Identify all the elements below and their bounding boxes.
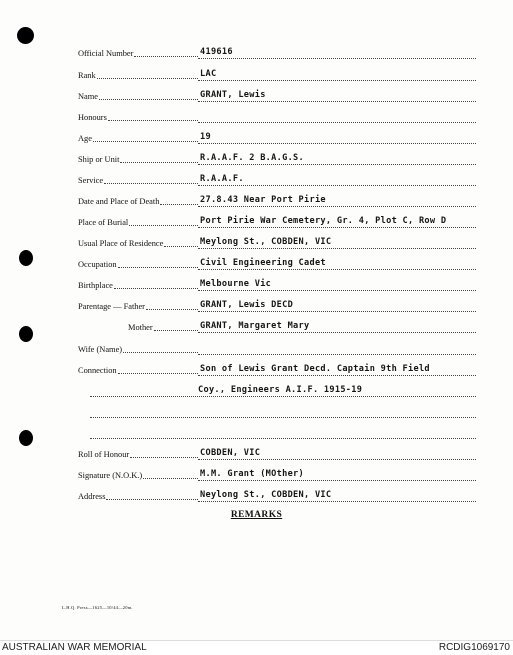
field-signature: [78, 467, 476, 481]
field-address: [78, 488, 476, 502]
field-connection-line-4: [90, 425, 476, 439]
field-label: Place of Burial: [78, 218, 129, 227]
field-value: Neylong St., COBDEN, VIC: [200, 490, 332, 500]
field-value: Melbourne Vic: [200, 279, 272, 289]
print-note: L.H.Q. Press—1625—10/44—20m.: [62, 605, 133, 610]
field-name: [78, 88, 476, 102]
punch-hole: [19, 326, 33, 342]
field-wife: [78, 341, 476, 355]
punch-hole: [19, 430, 33, 446]
field-label: Occupation: [78, 260, 117, 269]
field-label: Connection: [78, 366, 117, 375]
field-father: [78, 298, 476, 312]
field-place-of-burial: [78, 214, 476, 228]
field-occupation: [78, 256, 476, 270]
field-connection: [78, 362, 476, 376]
field-official-number: [78, 45, 476, 59]
remarks-heading: REMARKS: [230, 510, 283, 520]
field-value: Coy., Engineers A.I.F. 1915-19: [198, 385, 363, 395]
field-roll-of-honour: [78, 446, 476, 460]
punch-hole: [19, 250, 33, 266]
field-label: Rank: [78, 71, 96, 80]
field-label: Signature (N.O.K.): [78, 471, 143, 480]
field-label: Name: [78, 92, 98, 101]
field-value: COBDEN, VIC: [200, 448, 261, 458]
field-value: Civil Engineering Cadet: [200, 258, 326, 268]
field-value: Son of Lewis Grant Decd. Captain 9th Field: [200, 364, 430, 374]
punch-hole: [17, 27, 34, 44]
archive-name: AUSTRALIAN WAR MEMORIAL: [2, 642, 147, 653]
field-label: Official Number: [78, 49, 134, 58]
field-usual-residence: [78, 235, 476, 249]
field-label: Age: [78, 134, 92, 143]
field-age: [78, 130, 476, 144]
field-label: Honours: [78, 113, 107, 122]
field-honours: [78, 109, 476, 123]
field-label: Birthplace: [78, 281, 113, 290]
field-value: GRANT, Lewis DECD: [200, 300, 294, 310]
field-label: Service: [78, 176, 104, 185]
field-service: [78, 172, 476, 186]
field-label: Parentage — Father: [78, 302, 145, 311]
field-value: R.A.A.F. 2 B.A.G.S.: [200, 153, 305, 163]
field-ship-or-unit: [78, 151, 476, 165]
field-label: Date and Place of Death: [78, 197, 160, 206]
field-value: 419616: [200, 47, 233, 57]
field-connection-line-2: [90, 383, 476, 397]
field-value: LAC: [200, 69, 217, 79]
field-label: Roll of Honour: [78, 450, 130, 459]
field-value: R.A.A.F.: [200, 174, 244, 184]
field-birthplace: [78, 277, 476, 291]
field-rank: [78, 67, 476, 81]
field-label: Ship or Unit: [78, 155, 120, 164]
field-mother: [128, 319, 476, 333]
archive-id: RCDIG1069170: [438, 642, 510, 653]
field-connection-line-3: [90, 404, 476, 418]
field-value: Meylong St., COBDEN, VIC: [200, 237, 332, 247]
field-value: GRANT, Margaret Mary: [200, 321, 310, 331]
field-date-place-death: [78, 193, 476, 207]
field-value: M.M. Grant (MOther): [200, 469, 305, 479]
field-label: Mother: [128, 323, 153, 332]
field-value: Port Pirie War Cemetery, Gr. 4, Plot C, Row D: [200, 216, 447, 226]
field-label: Usual Place of Residence: [78, 239, 164, 248]
field-label: Wife (Name): [78, 345, 123, 354]
field-value: 27.8.43 Near Port Pirie: [200, 195, 326, 205]
archive-footer: [0, 640, 513, 655]
field-value: GRANT, Lewis: [200, 90, 266, 100]
field-value: 19: [200, 132, 211, 142]
field-label: Address: [78, 492, 106, 501]
